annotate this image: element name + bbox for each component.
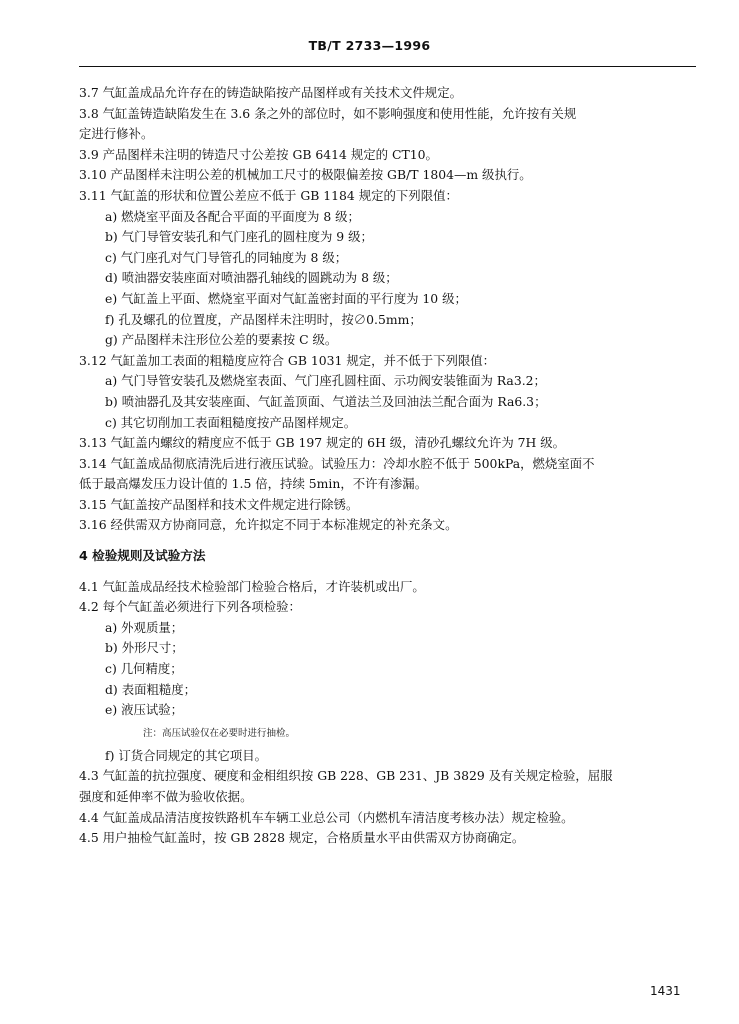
clause-4-4: 4.4 气缸盖成品清洁度按铁路机车车辆工业总公司（内燃机车清洁度考核办法）规定检验。: [79, 809, 574, 825]
clause-3-8-cont: 定进行修补。: [79, 126, 154, 142]
list-item: a) 外观质量；: [105, 619, 184, 635]
list-item: b) 气门导管安装孔和气门座孔的圆柱度为 9 级；: [105, 229, 373, 245]
clause-3-9: 3.9 产品图样未注明的铸造尺寸公差按 GB 6414 规定的 CT10。: [79, 146, 438, 162]
clause-3-14: 3.14 气缸盖成品彻底清洗后进行液压试验。试验压力：冷却水腔不低于 500kPa，燃烧室面不: [79, 455, 595, 471]
list-item: f) 孔及螺孔的位置度，产品图样未注明时，按∅0.5mm；: [105, 311, 422, 327]
clause-4-3-cont: 强度和延伸率不做为验收依据。: [79, 789, 253, 804]
list-item: b) 喷油器孔及其安装座面、气缸盖顶面、气道法兰及回油法兰配合面为 Ra6.3；: [105, 393, 547, 409]
clause-4-5: 4.5 用户抽检气缸盖时，按 GB 2828 规定，合格质量水平由供需双方协商确定。: [79, 830, 525, 846]
section-gap: [79, 536, 696, 546]
clause-4-1: 4.1 气缸盖成品经技术检验部门检验合格后，才许装机或出厂。: [79, 578, 425, 594]
list-item: c) 其它切削加工表面粗糙度按产品图样规定。: [105, 414, 357, 430]
clause-3-10: 3.10 产品图样未注明公差的机械加工尺寸的极限偏差按 GB/T 1804—m 级执行。: [79, 167, 532, 183]
list-item: a) 燃烧室平面及各配合平面的平面度为 8 级；: [105, 208, 360, 224]
page-number: 1431: [650, 984, 681, 998]
document-body: [79, 83, 696, 849]
section-heading: 4 检验规则及试验方法: [79, 548, 206, 564]
clause-3-15: 3.15 气缸盖按产品图样和技术文件规定进行除锈。: [79, 496, 359, 512]
list-item: c) 几何精度；: [105, 661, 183, 677]
list-item: f) 订货合同规定的其它项目。: [105, 747, 268, 763]
list-item: e) 液压试验；: [105, 702, 184, 718]
clause-3-13: 3.13 气缸盖内螺纹的精度应不低于 GB 197 规定的 6H 级，清砂孔螺纹允许为 7H 级。: [79, 435, 566, 451]
clause-3-16: 3.16 经供需双方协商同意，允许拟定不同于本标准规定的补充条文。: [79, 517, 458, 533]
standard-code-header: TB/T 2733—1996: [308, 38, 431, 53]
list-item: d) 喷油器安装座面对喷油器孔轴线的圆跳动为 8 级；: [105, 270, 398, 286]
note-text: 注：高压试验仅在必要时进行抽检。: [143, 727, 296, 739]
clause-4-2: 4.2 每个气缸盖必须进行下列各项检验：: [79, 599, 301, 615]
list-item: c) 气门座孔对气门导管孔的同轴度为 8 级；: [105, 249, 348, 265]
clause-3-8: 3.8 气缸盖铸造缺陷发生在 3.6 条之外的部位时，如不影响强度和使用性能，允许按有关规: [79, 105, 577, 121]
clause-3-7: 3.7 气缸盖成品允许存在的铸造缺陷按产品图样或有关技术文件规定。: [79, 85, 462, 100]
list-item: g) 产品图样未注形位公差的要素按 C 级。: [105, 332, 338, 348]
list-item: b) 外形尺寸；: [105, 640, 184, 656]
header-rule: [79, 66, 696, 67]
list-item: e) 气缸盖上平面、燃烧室平面对气缸盖密封面的平行度为 10 级；: [105, 290, 467, 306]
list-item: a) 气门导管安装孔及燃烧室表面、气门座孔圆柱面、示功阀安装锥面为 Ra3.2；: [105, 373, 546, 389]
list-item: d) 表面粗糙度；: [105, 681, 197, 697]
clause-3-12: 3.12 气缸盖加工表面的粗糙度应符合 GB 1031 规定，并不低于下列限值：: [79, 352, 496, 368]
clause-3-14-cont: 低于最高爆发压力设计值的 1.5 倍，持续 5min，不许有渗漏。: [79, 476, 428, 492]
clause-4-3: 4.3 气缸盖的抗拉强度、硬度和金相组织按 GB 228、GB 231、JB 3829 及有关规定检验，屈服: [79, 768, 613, 784]
clause-3-11: 3.11 气缸盖的形状和位置公差应不低于 GB 1184 规定的下列限值：: [79, 187, 458, 203]
section-gap: [79, 567, 696, 577]
